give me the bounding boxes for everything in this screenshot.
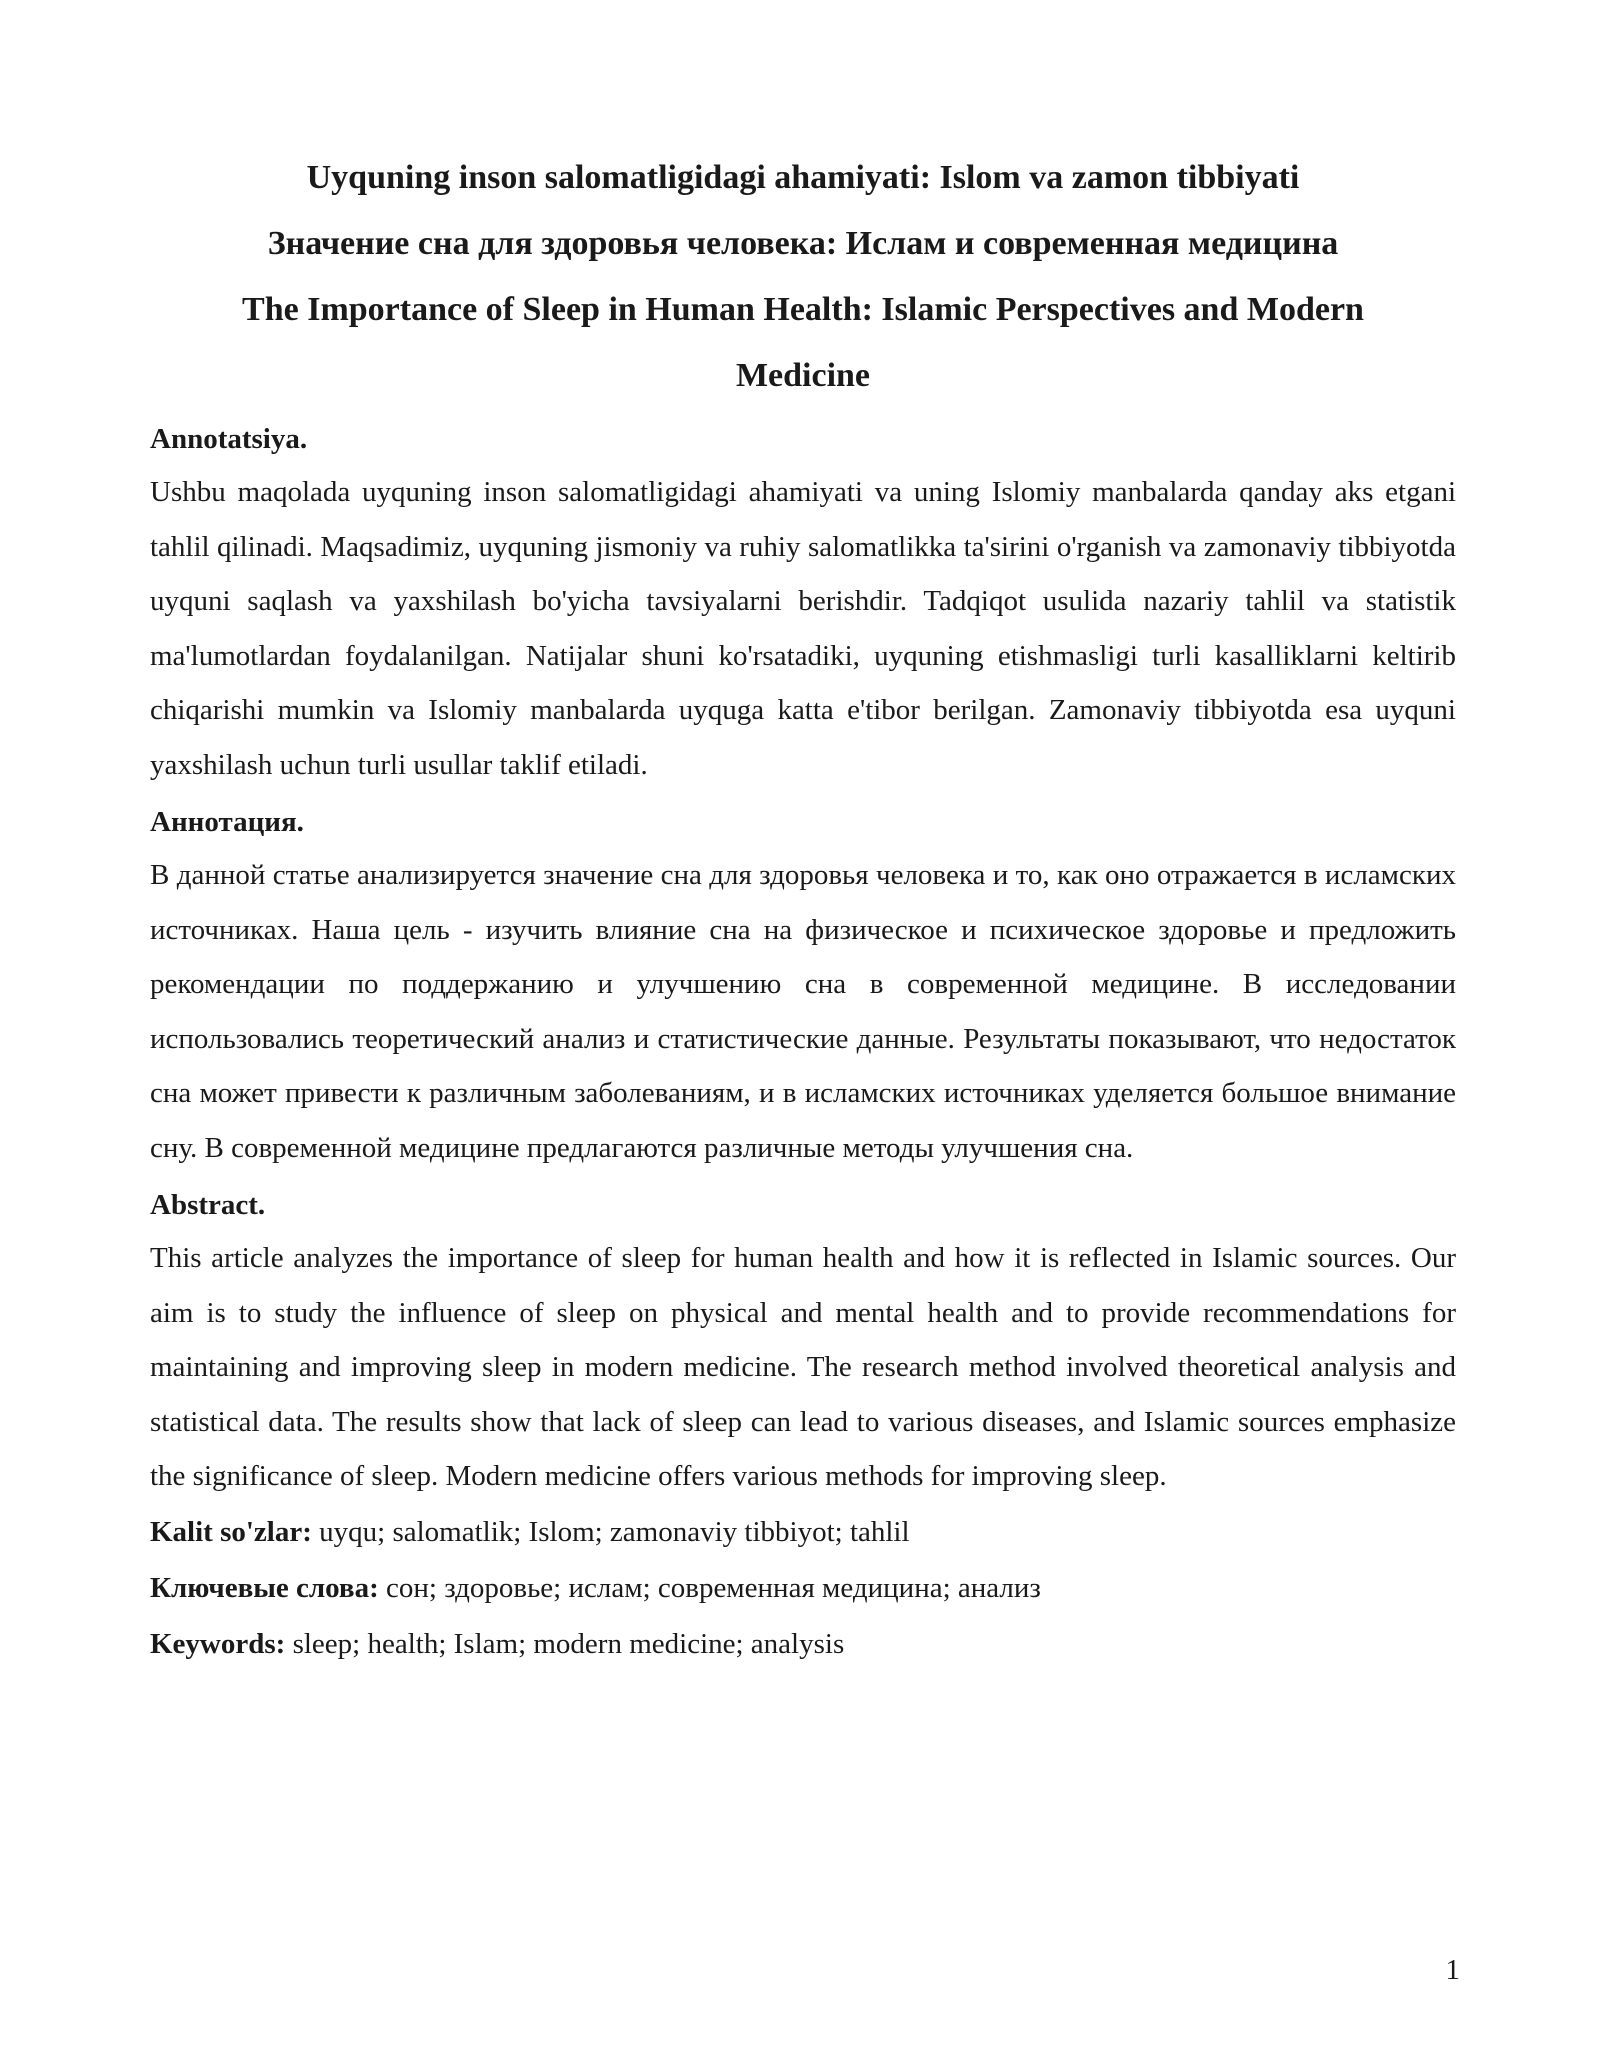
title-uzbek: Uyquning inson salomatligidagi ahamiyati: Islom va zamon tibbiyati [306, 159, 1300, 196]
keywords-russian [150, 1568, 1456, 1608]
title-english-line2: Medicine [735, 357, 871, 394]
keywords-english-text: sleep; health; Islam; modern medicine; analysis [285, 1627, 845, 1660]
keywords-english [150, 1624, 1456, 1664]
abstract-english-section [150, 1185, 1456, 1504]
keywords-russian-label: Ключевые слова: [150, 1571, 379, 1604]
keywords-russian-text: сон; здоровье; ислам; современная медицина; анализ [378, 1571, 1041, 1604]
abstract-russian-section [150, 802, 1456, 1175]
page-number: 1 [1445, 1954, 1460, 1986]
abstract-uzbek-text: Ushbu maqolada uyquning inson salomatligidagi ahamiyati va uning Islomiy manbalarda qanday aks etgani tahlil qilinadi. Maqsadimiz, uyquning jismoniy va ruhiy salomatlikka ta'sirini o'rganish va zamonaviy tibbiyotda uyquni saqlash va yaxshilash bo'yicha tavsiyalarni berishdir. Tadqiqot usulida nazariy tahlil va statistik ma'lumotlardan foydalanilgan. Natijalar shuni ko'rsatadiki, uyquning etishmasligi turli kasalliklarni keltirib chiqarishi mumkin va Islomiy manbalarda uyquga katta e'tibor berilgan. Zamonaviy tibbiyotda esa uyquni yaxshilash uchun turli usullar taklif etiladi. [150, 476, 1456, 781]
keywords-uzbek-label: Kalit so'zlar: [150, 1515, 312, 1548]
abstract-russian-heading: Аннотация. [150, 806, 304, 838]
abstract-russian-text: В данной статье анализируется значение сна для здоровья человека и то, как оно отражается в исламских источниках. Наша цель - изучить влияние сна на физическое и психическое здоровье и предложить рекомендации по поддержанию и улучшению сна в современной медицине. В исследовании использовались теоретический анализ и статистические данные. Результаты показывают, что недостаток сна может привести к различным заболеваниям, и в исламских источниках уделяется большое внимание сну. В современной медицине предлагаются различные методы улучшения сна. [150, 859, 1456, 1164]
abstract-uzbek-section [150, 419, 1456, 792]
keywords-english-label: Keywords: [150, 1627, 286, 1660]
title-russian: Значение сна для здоровья человека: Ислам и современная медицина [267, 225, 1339, 262]
title-block [150, 145, 1456, 409]
abstract-english-heading: Abstract. [150, 1189, 266, 1221]
keywords-uzbek [150, 1512, 1456, 1552]
abstract-uzbek-heading: Annotatsiya. [150, 423, 308, 455]
abstract-english-text: This article analyzes the importance of sleep for human health and how it is reflected in Islamic sources. Our aim is to study the influence of sleep on physical and mental health and to provide recommendations for maintaining and improving sleep in modern medicine. The research method involved theoretical analysis and statistical data. The results show that lack of sleep can lead to various diseases, and Islamic sources emphasize the significance of sleep. Modern medicine offers various methods for improving sleep. [150, 1242, 1456, 1492]
document-page [150, 145, 1456, 1680]
title-english-line1: The Importance of Sleep in Human Health: Islamic Perspectives and Modern [242, 291, 1364, 328]
keywords-uzbek-text: uyqu; salomatlik; Islom; zamonaviy tibbiyot; tahlil [311, 1515, 910, 1548]
